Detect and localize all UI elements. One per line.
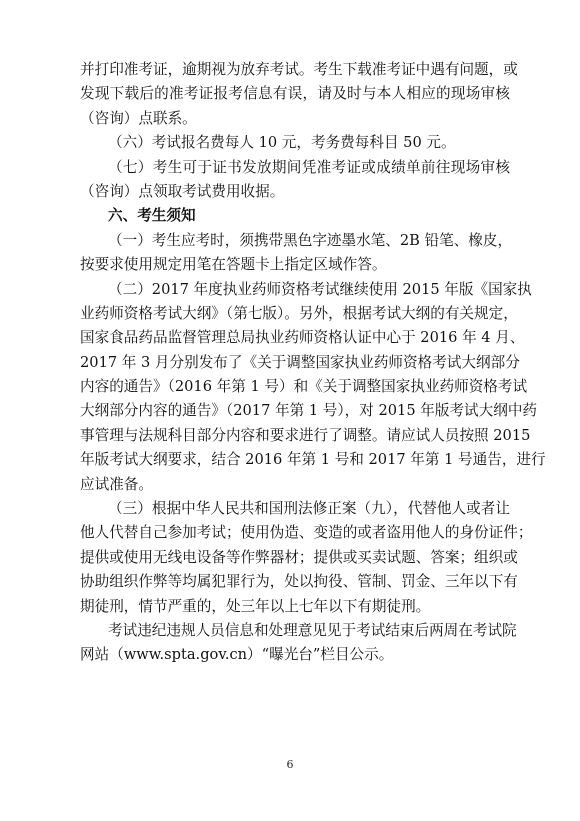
section-heading: 六、考生须知 [108,207,196,225]
text-line: （二）2017 年度执业药师资格考试继续使用 2015 年版《国家执 [108,280,532,298]
text-line: （咨询）点领取考试费用收据。 [80,182,285,200]
text-line: （三）根据中华人民共和国刑法修正案（九），代替他人或者让 [108,500,510,518]
text-line: 业药师资格考试大纲》（第七版）。另外，根据考试大纲的有关规定， [80,304,518,322]
text-line: 提供或使用无线电设备等作弊器材；提供或买卖试题、答案；组织或 [80,548,518,566]
text-line: 国家食品药品监督管理总局执业药师资格认证中心于 2016 年 4 月、 [80,329,525,347]
text-line: （咨询）点联系。 [80,109,197,127]
document-body [80,58,546,668]
text-line: 网站（www.spta.gov.cn）“曝光台”栏目公示。 [80,646,394,664]
text-line: 应试准备。 [80,475,153,493]
text-line: 事管理与法规科目部分内容和要求进行了调整。请应试人员按照 2015 [80,426,531,444]
text-line: 发现下载后的准考证报考信息有误，请及时与本人相应的现场审核 [80,85,510,103]
text-line: 按要求使用规定用笔在答题卡上指定区域作答。 [80,256,387,274]
page-number: 6 [286,758,294,771]
text-line: 2017 年 3 月分别发布了《关于调整国家执业药师资格考试大纲部分 [80,353,520,371]
text-line: （七）考生可于证书发放期间凭准考证或成绩单前往现场审核 [108,158,510,176]
text-line: 内容的通告》（2016 年第 1 号）和《关于调整国家执业药师资格考试 [80,378,528,396]
text-line: （一）考生应考时，须携带黑色字迹墨水笔、2B 铅笔、橡皮， [108,231,513,249]
text-line: 并打印准考证，逾期视为放弃考试。考生下载准考证中遇有问题，或 [80,61,518,78]
text-line: 协助组织作弊等均属犯罪行为，处以拘役、管制、罚金、三年以下有 [80,573,518,591]
text-line: 他人代替自己参加考试；使用伪造、变造的或者盗用他人的身份证件； [80,524,533,542]
text-line: 考试违纪违规人员信息和处理意见见于考试结束后两周在考试院 [108,621,517,639]
text-line: 大纲部分内容的通告》（2017 年第 1 号），对 2015 年版考试大纲中药 [80,402,538,420]
text-line: 年版考试大纲要求，结合 2016 年第 1 号和 2017 年第 1 号通告，进行 [80,451,546,469]
text-line: 期徒刑，情节严重的，处三年以上七年以下有期徒刑。 [80,597,431,615]
text-line: （六）考试报名费每人 10 元，考务费每科目 50 元。 [108,134,456,152]
